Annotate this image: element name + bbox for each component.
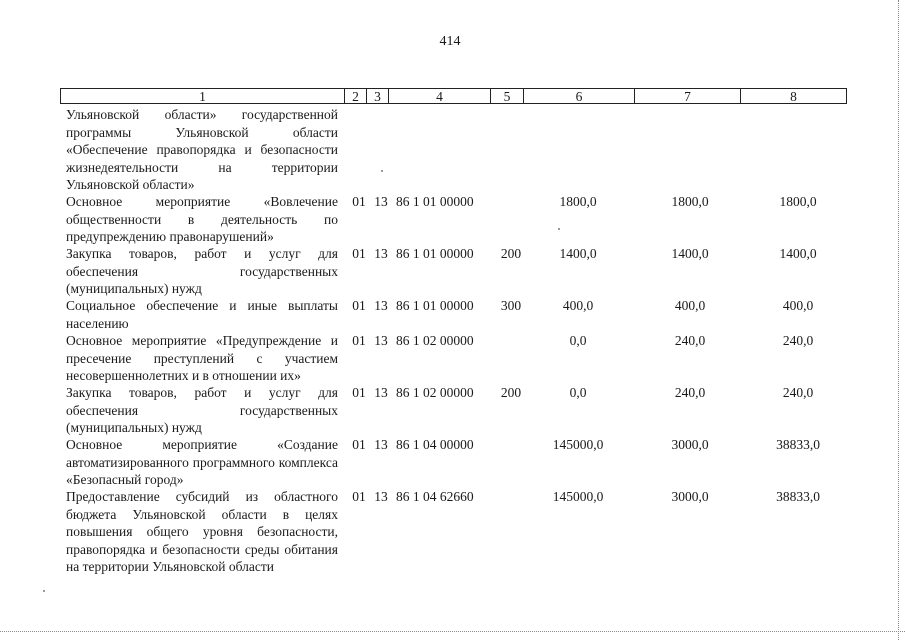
row-code: 86 1 01 00000 — [396, 194, 474, 209]
row-description: Закупка товаров, работ и услуг для обеспечения государственных (муниципальных) нужд — [66, 246, 338, 296]
row-col-3: 13 — [374, 333, 388, 348]
row-code: 86 1 02 00000 — [396, 333, 474, 348]
row-col-2: 01 — [352, 194, 366, 209]
row-value-8: 38833,0 — [776, 437, 820, 452]
row-value-6: 145000,0 — [552, 437, 604, 452]
row-col-5: 200 — [500, 246, 522, 261]
row-col-2: 01 — [352, 298, 366, 313]
row-description: Ульяновской области» государственной программы Ульяновской области «Обеспечение правопорядка и безопасности жизнедеятельности на территории Ульяновской области» — [66, 107, 338, 192]
row-code: 86 1 01 00000 — [396, 246, 474, 261]
header-col-1: 1 — [60, 88, 345, 104]
header-col-5: 5 — [491, 88, 524, 104]
row-value-7: 1400,0 — [671, 246, 709, 261]
header-col-4: 4 — [389, 88, 491, 104]
header-col-3: 3 — [367, 88, 389, 104]
row-value-6: 1800,0 — [559, 194, 597, 209]
row-col-2: 01 — [352, 437, 366, 452]
row-value-6: 0,0 — [569, 385, 587, 400]
row-value-6: 1400,0 — [559, 246, 597, 261]
row-description: Основное мероприятие «Вовлечение общественности в деятельность по предупреждению правонарушений» — [66, 194, 338, 244]
row-value-8: 1400,0 — [779, 246, 817, 261]
row-code: 86 1 01 00000 — [396, 298, 474, 313]
row-col-3: 13 — [374, 298, 388, 313]
row-code: 86 1 04 62660 — [396, 489, 474, 504]
row-col-3: 13 — [374, 194, 388, 209]
header-col-2: 2 — [345, 88, 367, 104]
row-col-3: 13 — [374, 385, 388, 400]
row-description: Основное мероприятие «Создание автоматизированного программного комплекса «Безопасный город» — [66, 437, 338, 487]
header-col-6: 6 — [524, 88, 635, 104]
row-value-8: 240,0 — [782, 333, 814, 348]
header-col-7: 7 — [635, 88, 741, 104]
row-col-3: 13 — [374, 437, 388, 452]
row-value-6: 145000,0 — [552, 489, 604, 504]
row-col-5: 200 — [500, 385, 522, 400]
row-description: Социальное обеспечение и иные выплаты населению — [66, 298, 338, 331]
table-header — [60, 88, 847, 104]
row-col-2: 01 — [352, 246, 366, 261]
row-value-6: 0,0 — [569, 333, 587, 348]
page-border-bottom — [0, 631, 905, 633]
header-col-8: 8 — [741, 88, 847, 104]
row-value-8: 240,0 — [782, 385, 814, 400]
row-col-2: 01 — [352, 385, 366, 400]
row-col-3: 13 — [374, 246, 388, 261]
row-code: 86 1 04 00000 — [396, 437, 474, 452]
row-description: Предоставление субсидий из областного бюджета Ульяновской области в целях повышения общего уровня безопасности, правопорядка и безопасности среды обитания на территории Ульяновской области — [66, 489, 338, 574]
row-col-2: 01 — [352, 489, 366, 504]
row-description: Закупка товаров, работ и услуг для обеспечения государственных (муниципальных) нужд — [66, 385, 338, 435]
row-value-8: 1800,0 — [779, 194, 817, 209]
page-border-right — [898, 0, 900, 640]
scan-speck — [381, 170, 383, 172]
row-value-7: 3000,0 — [671, 437, 709, 452]
row-value-7: 1800,0 — [671, 194, 709, 209]
row-value-8: 38833,0 — [776, 489, 820, 504]
row-code: 86 1 02 00000 — [396, 385, 474, 400]
row-value-6: 400,0 — [562, 298, 594, 313]
row-value-7: 3000,0 — [671, 489, 709, 504]
row-description: Основное мероприятие «Предупреждение и пресечение преступлений с участием несовершеннолетних и в отношении их» — [66, 333, 338, 383]
scan-speck — [43, 590, 45, 592]
row-value-7: 240,0 — [674, 385, 706, 400]
row-value-7: 400,0 — [674, 298, 706, 313]
row-col-2: 01 — [352, 333, 366, 348]
row-value-7: 240,0 — [674, 333, 706, 348]
row-col-3: 13 — [374, 489, 388, 504]
scan-speck — [558, 228, 560, 230]
page-number: 414 — [439, 34, 461, 49]
row-col-5: 300 — [500, 298, 522, 313]
row-value-8: 400,0 — [782, 298, 814, 313]
